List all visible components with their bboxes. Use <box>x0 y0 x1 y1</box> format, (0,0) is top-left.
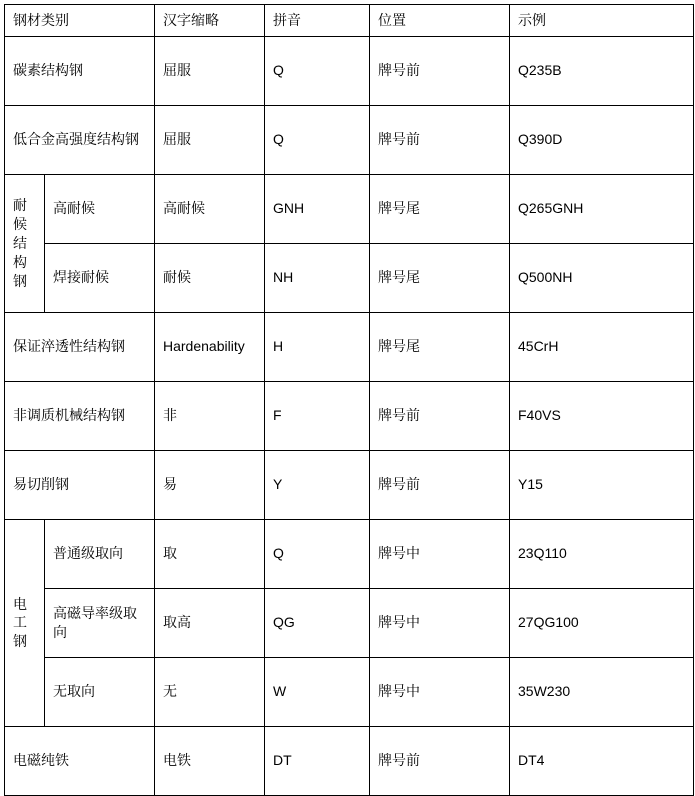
cell-example: F40VS <box>510 381 694 450</box>
table-header-row <box>5 5 694 37</box>
cell-position: 牌号中 <box>370 588 510 657</box>
cell-abbr: 屈服 <box>155 36 265 105</box>
cell-pinyin: DT <box>265 726 370 795</box>
cell-abbr: Hardenability <box>155 312 265 381</box>
cell-example: Q500NH <box>510 243 694 312</box>
cell-example: Q265GNH <box>510 174 694 243</box>
cell-abbr: 取高 <box>155 588 265 657</box>
table-row <box>5 381 694 450</box>
cell-category: 耐候结构钢 <box>5 174 45 312</box>
cell-category: 易切削钢 <box>5 450 155 519</box>
cell-position: 牌号前 <box>370 726 510 795</box>
cell-pinyin: Y <box>265 450 370 519</box>
cell-example: 23Q110 <box>510 519 694 588</box>
cell-pinyin: Q <box>265 36 370 105</box>
table-row <box>5 657 694 726</box>
cell-pinyin: Q <box>265 519 370 588</box>
cell-abbr: 屈服 <box>155 105 265 174</box>
cell-abbr: 取 <box>155 519 265 588</box>
table-row <box>5 105 694 174</box>
cell-example: DT4 <box>510 726 694 795</box>
cell-subcategory: 高磁导率级取向 <box>45 588 155 657</box>
table-row <box>5 36 694 105</box>
cell-position: 牌号尾 <box>370 174 510 243</box>
cell-pinyin: GNH <box>265 174 370 243</box>
column-header-example: 示例 <box>510 5 694 37</box>
cell-position: 牌号前 <box>370 105 510 174</box>
column-header-pinyin: 拼音 <box>265 5 370 37</box>
cell-category: 非调质机械结构钢 <box>5 381 155 450</box>
cell-position: 牌号中 <box>370 657 510 726</box>
cell-abbr: 易 <box>155 450 265 519</box>
cell-example: Y15 <box>510 450 694 519</box>
cell-category: 碳素结构钢 <box>5 36 155 105</box>
table-row <box>5 312 694 381</box>
column-header-abbr: 汉字缩略 <box>155 5 265 37</box>
cell-category: 保证淬透性结构钢 <box>5 312 155 381</box>
table-row <box>5 243 694 312</box>
cell-subcategory: 普通级取向 <box>45 519 155 588</box>
cell-abbr: 耐候 <box>155 243 265 312</box>
cell-abbr: 无 <box>155 657 265 726</box>
table-row <box>5 519 694 588</box>
cell-abbr: 电铁 <box>155 726 265 795</box>
cell-pinyin: Q <box>265 105 370 174</box>
cell-pinyin: W <box>265 657 370 726</box>
cell-abbr: 高耐候 <box>155 174 265 243</box>
column-header-category: 钢材类别 <box>5 5 155 37</box>
cell-pinyin: H <box>265 312 370 381</box>
cell-category: 电工钢 <box>5 519 45 726</box>
cell-position: 牌号尾 <box>370 312 510 381</box>
table-row <box>5 450 694 519</box>
cell-example: Q390D <box>510 105 694 174</box>
cell-pinyin: QG <box>265 588 370 657</box>
column-header-position: 位置 <box>370 5 510 37</box>
cell-pinyin: NH <box>265 243 370 312</box>
cell-abbr: 非 <box>155 381 265 450</box>
cell-example: 35W230 <box>510 657 694 726</box>
cell-example: Q235B <box>510 36 694 105</box>
cell-position: 牌号前 <box>370 450 510 519</box>
cell-subcategory: 高耐候 <box>45 174 155 243</box>
cell-category: 低合金高强度结构钢 <box>5 105 155 174</box>
cell-example: 45CrH <box>510 312 694 381</box>
cell-position: 牌号中 <box>370 519 510 588</box>
cell-subcategory: 无取向 <box>45 657 155 726</box>
cell-position: 牌号尾 <box>370 243 510 312</box>
steel-grade-abbreviation-table <box>4 4 694 796</box>
cell-category: 电磁纯铁 <box>5 726 155 795</box>
table-row <box>5 588 694 657</box>
cell-position: 牌号前 <box>370 36 510 105</box>
table-row <box>5 174 694 243</box>
cell-pinyin: F <box>265 381 370 450</box>
cell-position: 牌号前 <box>370 381 510 450</box>
cell-example: 27QG100 <box>510 588 694 657</box>
cell-subcategory: 焊接耐候 <box>45 243 155 312</box>
